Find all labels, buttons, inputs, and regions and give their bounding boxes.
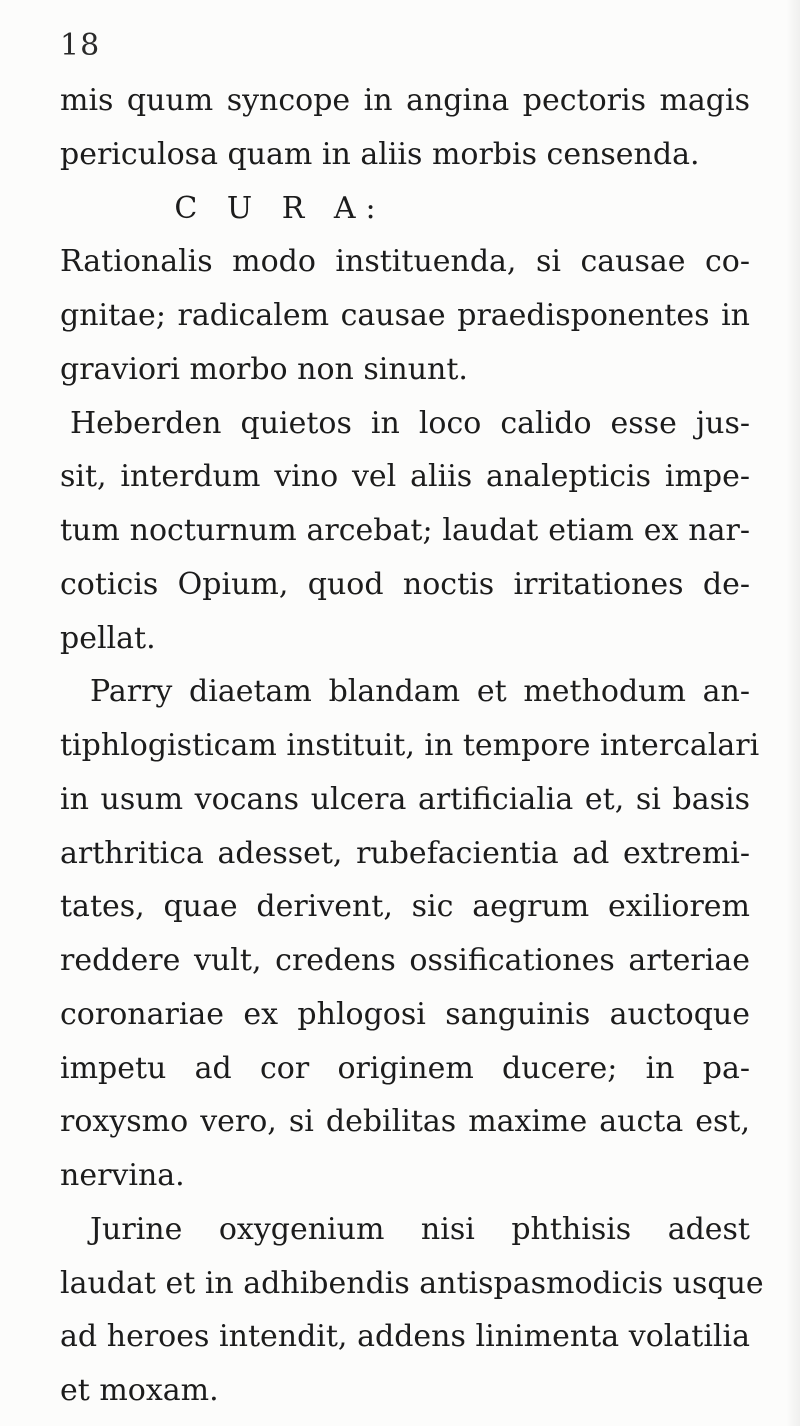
- text-line: Jurine oxygenium nisi phthisis adest: [90, 1212, 750, 1247]
- text-line: sit, interdum vino vel aliis analepticis impe-: [60, 459, 750, 494]
- text-line: Heberden quietos in loco calido esse jus-: [70, 406, 750, 441]
- text-line: laudat et in adhibendis antispasmodicis usque: [60, 1266, 764, 1301]
- text-line: periculosa quam in aliis morbis censenda.: [60, 137, 700, 172]
- text-line: Parry diaetam blandam et methodum an-: [90, 674, 750, 709]
- text-line: roxysmo vero, si debilitas maxime aucta est,: [60, 1104, 750, 1139]
- section-heading: C U R A:: [174, 191, 386, 226]
- text-line: in usum vocans ulcera artificialia et, si basis: [60, 782, 750, 817]
- text-line: impetu ad cor originem ducere; in pa-: [60, 1051, 750, 1086]
- text-line: pellat.: [60, 621, 156, 656]
- text-line: et moxam.: [60, 1373, 219, 1408]
- text-line: graviori morbo non sinunt.: [60, 352, 468, 387]
- text-line: Rationalis modo instituenda, si causae co-: [60, 244, 750, 279]
- text-line: nervina.: [60, 1158, 185, 1193]
- text-line: gnitae; radicalem causae praedisponentes in: [60, 298, 750, 333]
- text-line: coronariae ex phlogosi sanguinis auctoque: [60, 997, 750, 1032]
- page-number: 18: [60, 28, 101, 63]
- text-line: ad heroes intendit, addens linimenta volatilia: [60, 1319, 750, 1354]
- text-line: coticis Opium, quod noctis irritationes de-: [60, 567, 750, 602]
- page-edge-shadow: [786, 0, 800, 1426]
- text-line: tiphlogisticam instituit, in tempore intercalari: [60, 728, 760, 763]
- text-line: tates, quae derivent, sic aegrum exiliorem: [60, 889, 750, 924]
- text-line: reddere vult, credens ossificationes arteriae: [60, 943, 750, 978]
- text-line: mis quum syncope in angina pectoris magis: [60, 83, 750, 118]
- text-line: tum nocturnum arcebat; laudat etiam ex nar-: [60, 513, 750, 548]
- text-line: arthritica adesset, rubefacientia ad extremi-: [60, 836, 750, 871]
